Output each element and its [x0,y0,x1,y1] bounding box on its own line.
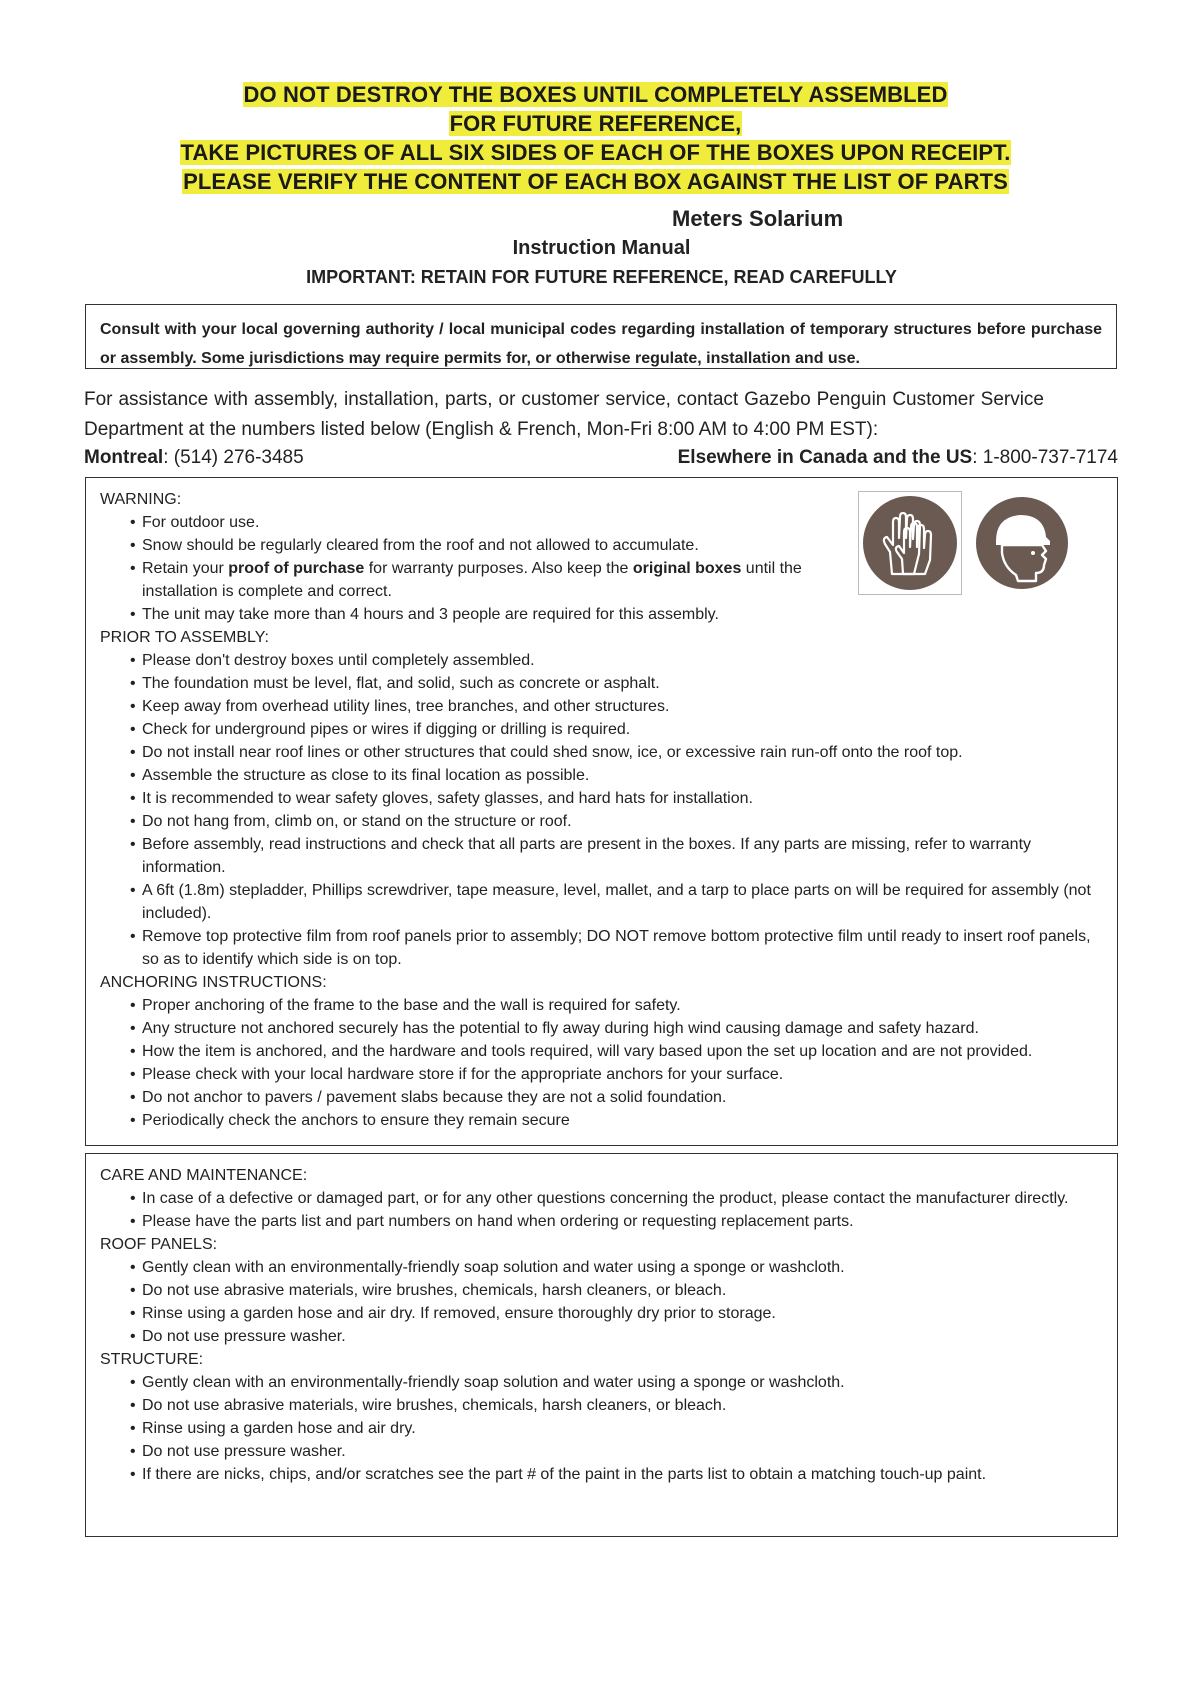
product-title: Meters Solarium [672,206,844,231]
list-item: • Do not hang from, climb on, or stand on the structure or roof. [130,810,1103,833]
list-item: • The unit may take more than 4 hours and 3 people are required for this assembly. [130,603,1103,626]
banner-line: TAKE PICTURES OF ALL SIX SIDES OF EACH OF THE BOXES UPON RECEIPT. [180,140,1011,165]
list-item: • Snow should be regularly cleared from the roof and not allowed to accumulate. [130,534,1103,557]
list-item: • Please have the parts list and part numbers on hand when ordering or requesting replacement parts. [130,1210,1103,1233]
roof-list [100,1256,1103,1348]
prior-heading: PRIOR TO ASSEMBLY: [100,629,269,646]
care-box [85,1153,1118,1537]
list-item: • Gently clean with an environmentally-friendly soap solution and water using a sponge or washcloth. [130,1371,1103,1394]
list-item: • Please check with your local hardware store if for the appropriate anchors for your surface. [130,1063,1103,1086]
structure-heading: STRUCTURE: [100,1351,204,1368]
list-item: • Before assembly, read instructions and check that all parts are present in the boxes. If any parts are missing, refer to warranty information. [130,833,1103,879]
list-item: • Gently clean with an environmentally-friendly soap solution and water using a sponge or washcloth. [130,1256,1103,1279]
list-item: • Do not anchor to pavers / pavement slabs because they are not a solid foundation. [130,1086,1103,1109]
list-item: • Retain your proof of purchase for warranty purposes. Also keep the original boxes until the installation is complete and correct. [130,557,802,603]
elsewhere-phone: Elsewhere in Canada and the US: 1-800-737-7174 [677,447,1118,468]
safety-gloves-icon [858,491,962,595]
list-item: • If there are nicks, chips, and/or scratches see the part # of the paint in the parts list to obtain a matching touch-up paint. [130,1463,1103,1486]
gloves-svg [859,492,961,594]
warning-heading: WARNING: [100,491,182,508]
anchoring-heading: ANCHORING INSTRUCTIONS: [100,974,327,991]
list-item: • It is recommended to wear safety gloves, safety glasses, and hard hats for installation. [130,787,1103,810]
care-heading: CARE AND MAINTENANCE: [100,1167,308,1184]
list-item: • In case of a defective or damaged part, or for any other questions concerning the product, please contact the manufacturer directly. [130,1187,1103,1210]
anchoring-list [100,994,1103,1132]
montreal-phone: Montreal: (514) 276-3485 [84,447,304,468]
hardhat-svg [974,495,1070,591]
banner-line: FOR FUTURE REFERENCE, [449,111,742,136]
assistance-text: For assistance with assembly, installation, parts, or customer service, contact Gazebo Penguin Customer Service Department at the numbers listed below (English & French, Mon-Fri 8:00 AM to 4:00 PM EST): [84,389,1044,440]
prior-list [100,649,1103,971]
list-item: • A 6ft (1.8m) stepladder, Phillips screwdriver, tape measure, level, mallet, and a tarp to place parts on will be required for assembly (not included). [130,879,1103,925]
list-item: • Check for underground pipes or wires if digging or drilling is required. [130,718,1103,741]
banner-line: PLEASE VERIFY THE CONTENT OF EACH BOX AGAINST THE LIST OF PARTS [183,169,1008,194]
list-item: • The foundation must be level, flat, and solid, such as concrete or asphalt. [130,672,1103,695]
list-item: • Remove top protective film from roof panels prior to assembly; DO NOT remove bottom protective film until ready to insert roof panels, so as to identify which side is on top. [130,925,1103,971]
roof-heading: ROOF PANELS: [100,1236,218,1253]
list-item: • Do not use pressure washer. [130,1440,1103,1463]
structure-list [100,1371,1103,1486]
consult-notice-box: Consult with your local governing authority / local municipal codes regarding installation of temporary structures before purchase or assembly. Some jurisdictions may require permits for, or otherwise regulate, installation and use. [85,304,1117,369]
list-item: • Assemble the structure as close to its final location as possible. [130,764,1103,787]
list-item: • Rinse using a garden hose and air dry. If removed, ensure thoroughly dry prior to storage. [130,1302,1103,1325]
safety-icons [858,491,1073,595]
list-item: • Please don't destroy boxes until completely assembled. [130,649,1103,672]
list-item: • Do not install near roof lines or other structures that could shed snow, ice, or excessive rain run-off onto the roof top. [130,741,1103,764]
list-item: • Any structure not anchored securely has the potential to fly away during high wind causing damage and safety hazard. [130,1017,1103,1040]
list-item: • Do not use abrasive materials, wire brushes, chemicals, harsh cleaners, or bleach. [130,1279,1103,1302]
hard-hat-icon [974,495,1070,591]
list-item: • Keep away from overhead utility lines, tree branches, and other structures. [130,695,1103,718]
important-notice: IMPORTANT: RETAIN FOR FUTURE REFERENCE, READ CAREFULLY [306,267,897,287]
list-item: • For outdoor use. [130,511,1103,534]
care-list [100,1187,1103,1233]
list-item: • Rinse using a garden hose and air dry. [130,1417,1103,1440]
list-item: • Do not use pressure washer. [130,1325,1103,1348]
banner-line: DO NOT DESTROY THE BOXES UNTIL COMPLETELY ASSEMBLED [243,82,948,107]
list-item: • Periodically check the anchors to ensure they remain secure [130,1109,1103,1132]
manual-title: Instruction Manual [512,237,691,259]
list-item: • How the item is anchored, and the hardware and tools required, will vary based upon the set up location and are not provided. [130,1040,1103,1063]
warning-banner [0,80,1191,196]
list-item: • Proper anchoring of the frame to the base and the wall is required for safety. [130,994,1103,1017]
list-item: • Do not use abrasive materials, wire brushes, chemicals, harsh cleaners, or bleach. [130,1394,1103,1417]
